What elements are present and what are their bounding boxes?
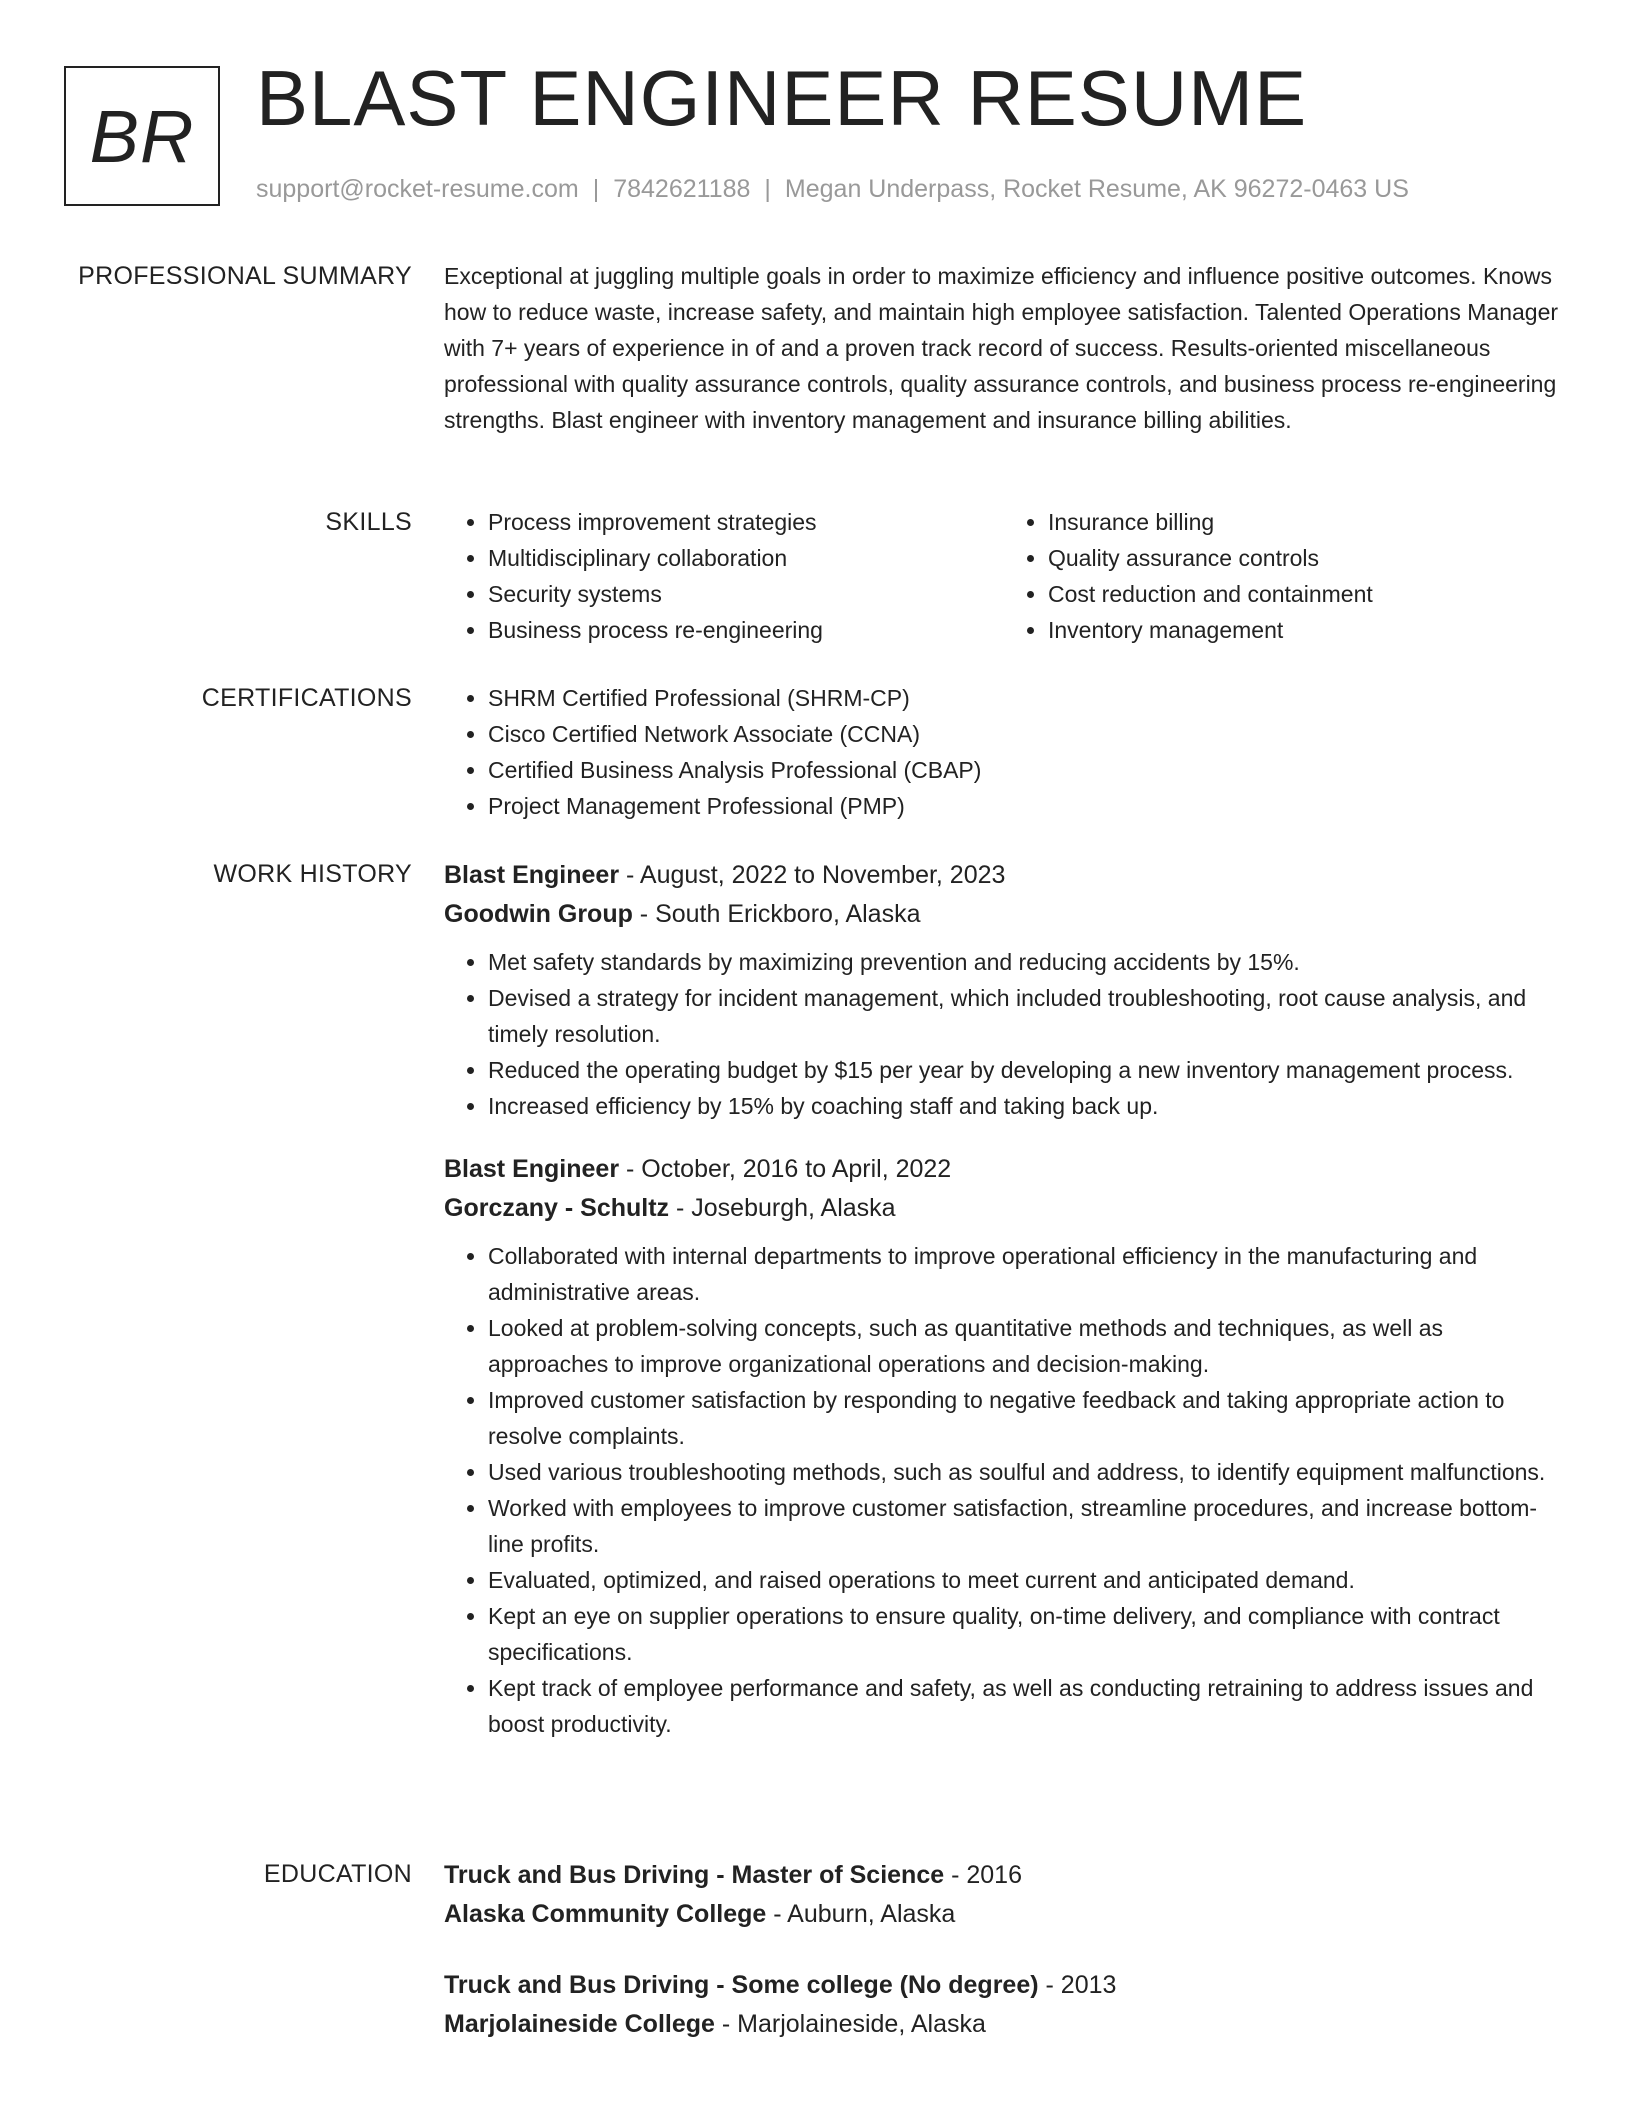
skills-list-left (444, 504, 1004, 648)
school-line (444, 2005, 1564, 2044)
skill-item: • Quality assurance controls (1048, 540, 1564, 576)
job-bullet: • Worked with employees to improve customer satisfaction, streamline procedures, and increase bottom-line profits. (488, 1490, 1564, 1562)
certification-item: • SHRM Certified Professional (SHRM-CP) (488, 680, 1564, 716)
job-bullet: • Met safety standards by maximizing prevention and reducing accidents by 15%. (488, 944, 1564, 980)
work-history-heading: WORK HISTORY (213, 860, 412, 888)
job-dates: - October, 2016 to April, 2022 (619, 1155, 952, 1183)
job-dates: - August, 2022 to November, 2023 (619, 861, 1006, 889)
job-title-line (444, 1150, 1564, 1189)
summary-text: Exceptional at juggling multiple goals in order to maximize efficiency and influence positive outcomes. Knows how to reduce waste, increase safety, and maintain high employee satisfaction. Talented Operations Manager with 7+ years of experience in of and a proven track record of success. Results-oriented miscellaneous professional with quality assurance controls, quality assurance controls, and business process re-engineering strengths. Blast engineer with inventory management and insurance billing abilities. (444, 263, 1559, 433)
certifications-heading: CERTIFICATIONS (201, 684, 412, 712)
job-location: - South Erickboro, Alaska (632, 900, 921, 928)
school-line (444, 1895, 1564, 1934)
education-entry (444, 1856, 1564, 1934)
certifications-list (444, 680, 1564, 824)
contact-line (256, 175, 1409, 204)
job-title: Blast Engineer (444, 861, 620, 889)
school-location: - Auburn, Alaska (766, 1900, 956, 1928)
school: Marjolaineside College (444, 2010, 715, 2038)
degree: Truck and Bus Driving - Some college (No degree) (444, 1971, 1039, 1999)
contact-separator: | (764, 175, 771, 203)
education-entry (444, 1966, 1564, 2044)
job-bullet: • Increased efficiency by 15% by coaching staff and taking back up. (488, 1088, 1564, 1124)
degree: Truck and Bus Driving - Master of Science (444, 1861, 945, 1889)
contact-phone[interactable]: 7842621188 (613, 175, 751, 203)
school-location: - Marjolaineside, Alaska (714, 2010, 986, 2038)
job-bullet: • Kept track of employee performance and safety, as well as conducting retraining to address issues and boost productivity. (488, 1670, 1564, 1742)
job-entry (444, 856, 1564, 1124)
contact-separator: | (592, 175, 600, 203)
skills-heading: SKILLS (325, 508, 412, 536)
job-company: Gorczany - Schultz (444, 1194, 670, 1222)
job-company-line (444, 895, 1564, 934)
job-bullet: • Reduced the operating budget by $15 per year by developing a new inventory management process. (488, 1052, 1564, 1088)
certification-item: • Cisco Certified Network Associate (CCNA) (488, 716, 1564, 752)
contact-address: Megan Underpass, Rocket Resume, AK 96272-0463 US (784, 175, 1409, 203)
job-location: - Joseburgh, Alaska (669, 1194, 896, 1222)
contact-email[interactable]: support@rocket-resume.com (256, 175, 579, 203)
job-bullet: • Used various troubleshooting methods, such as soulful and address, to identify equipment malfunctions. (488, 1454, 1564, 1490)
job-bullets (444, 1238, 1564, 1742)
job-bullet: • Evaluated, optimized, and raised operations to meet current and anticipated demand. (488, 1562, 1564, 1598)
resume-title: BLAST ENGINEER RESUME (256, 54, 1308, 142)
monogram-logo: BR (64, 66, 220, 206)
job-company: Goodwin Group (444, 900, 633, 928)
job-bullet: • Devised a strategy for incident management, which included troubleshooting, root cause analysis, and timely resolution. (488, 980, 1564, 1052)
skills-list-right (1004, 504, 1564, 648)
job-bullet: • Kept an eye on supplier operations to ensure quality, on-time delivery, and compliance with contract specifications. (488, 1598, 1564, 1670)
job-title: Blast Engineer (444, 1155, 620, 1183)
degree-line (444, 1856, 1564, 1895)
job-bullet: • Collaborated with internal departments to improve operational efficiency in the manufacturing and administrative areas. (488, 1238, 1564, 1310)
job-bullets (444, 944, 1564, 1124)
job-bullet: • Improved customer satisfaction by responding to negative feedback and taking appropriate action to resolve complaints. (488, 1382, 1564, 1454)
certification-item: • Certified Business Analysis Professional (CBAP) (488, 752, 1564, 788)
job-company-line (444, 1189, 1564, 1228)
skill-item: • Cost reduction and containment (1048, 576, 1564, 612)
skill-item: • Business process re-engineering (488, 612, 1004, 648)
school: Alaska Community College (444, 1900, 767, 1928)
job-entry (444, 1150, 1564, 1742)
education-heading: EDUCATION (263, 1860, 412, 1888)
job-title-line (444, 856, 1564, 895)
skill-item: • Security systems (488, 576, 1004, 612)
degree-year: - 2016 (944, 1861, 1022, 1889)
skill-item: • Insurance billing (1048, 504, 1564, 540)
skill-item: • Process improvement strategies (488, 504, 1004, 540)
degree-line (444, 1966, 1564, 2005)
summary-heading: PROFESSIONAL SUMMARY (78, 262, 412, 290)
certification-item: • Project Management Professional (PMP) (488, 788, 1564, 824)
job-bullet: • Looked at problem-solving concepts, such as quantitative methods and techniques, as well as approaches to improve organizational operations and decision-making. (488, 1310, 1564, 1382)
skill-item: • Inventory management (1048, 612, 1564, 648)
skill-item: • Multidisciplinary collaboration (488, 540, 1004, 576)
degree-year: - 2013 (1038, 1971, 1117, 1999)
